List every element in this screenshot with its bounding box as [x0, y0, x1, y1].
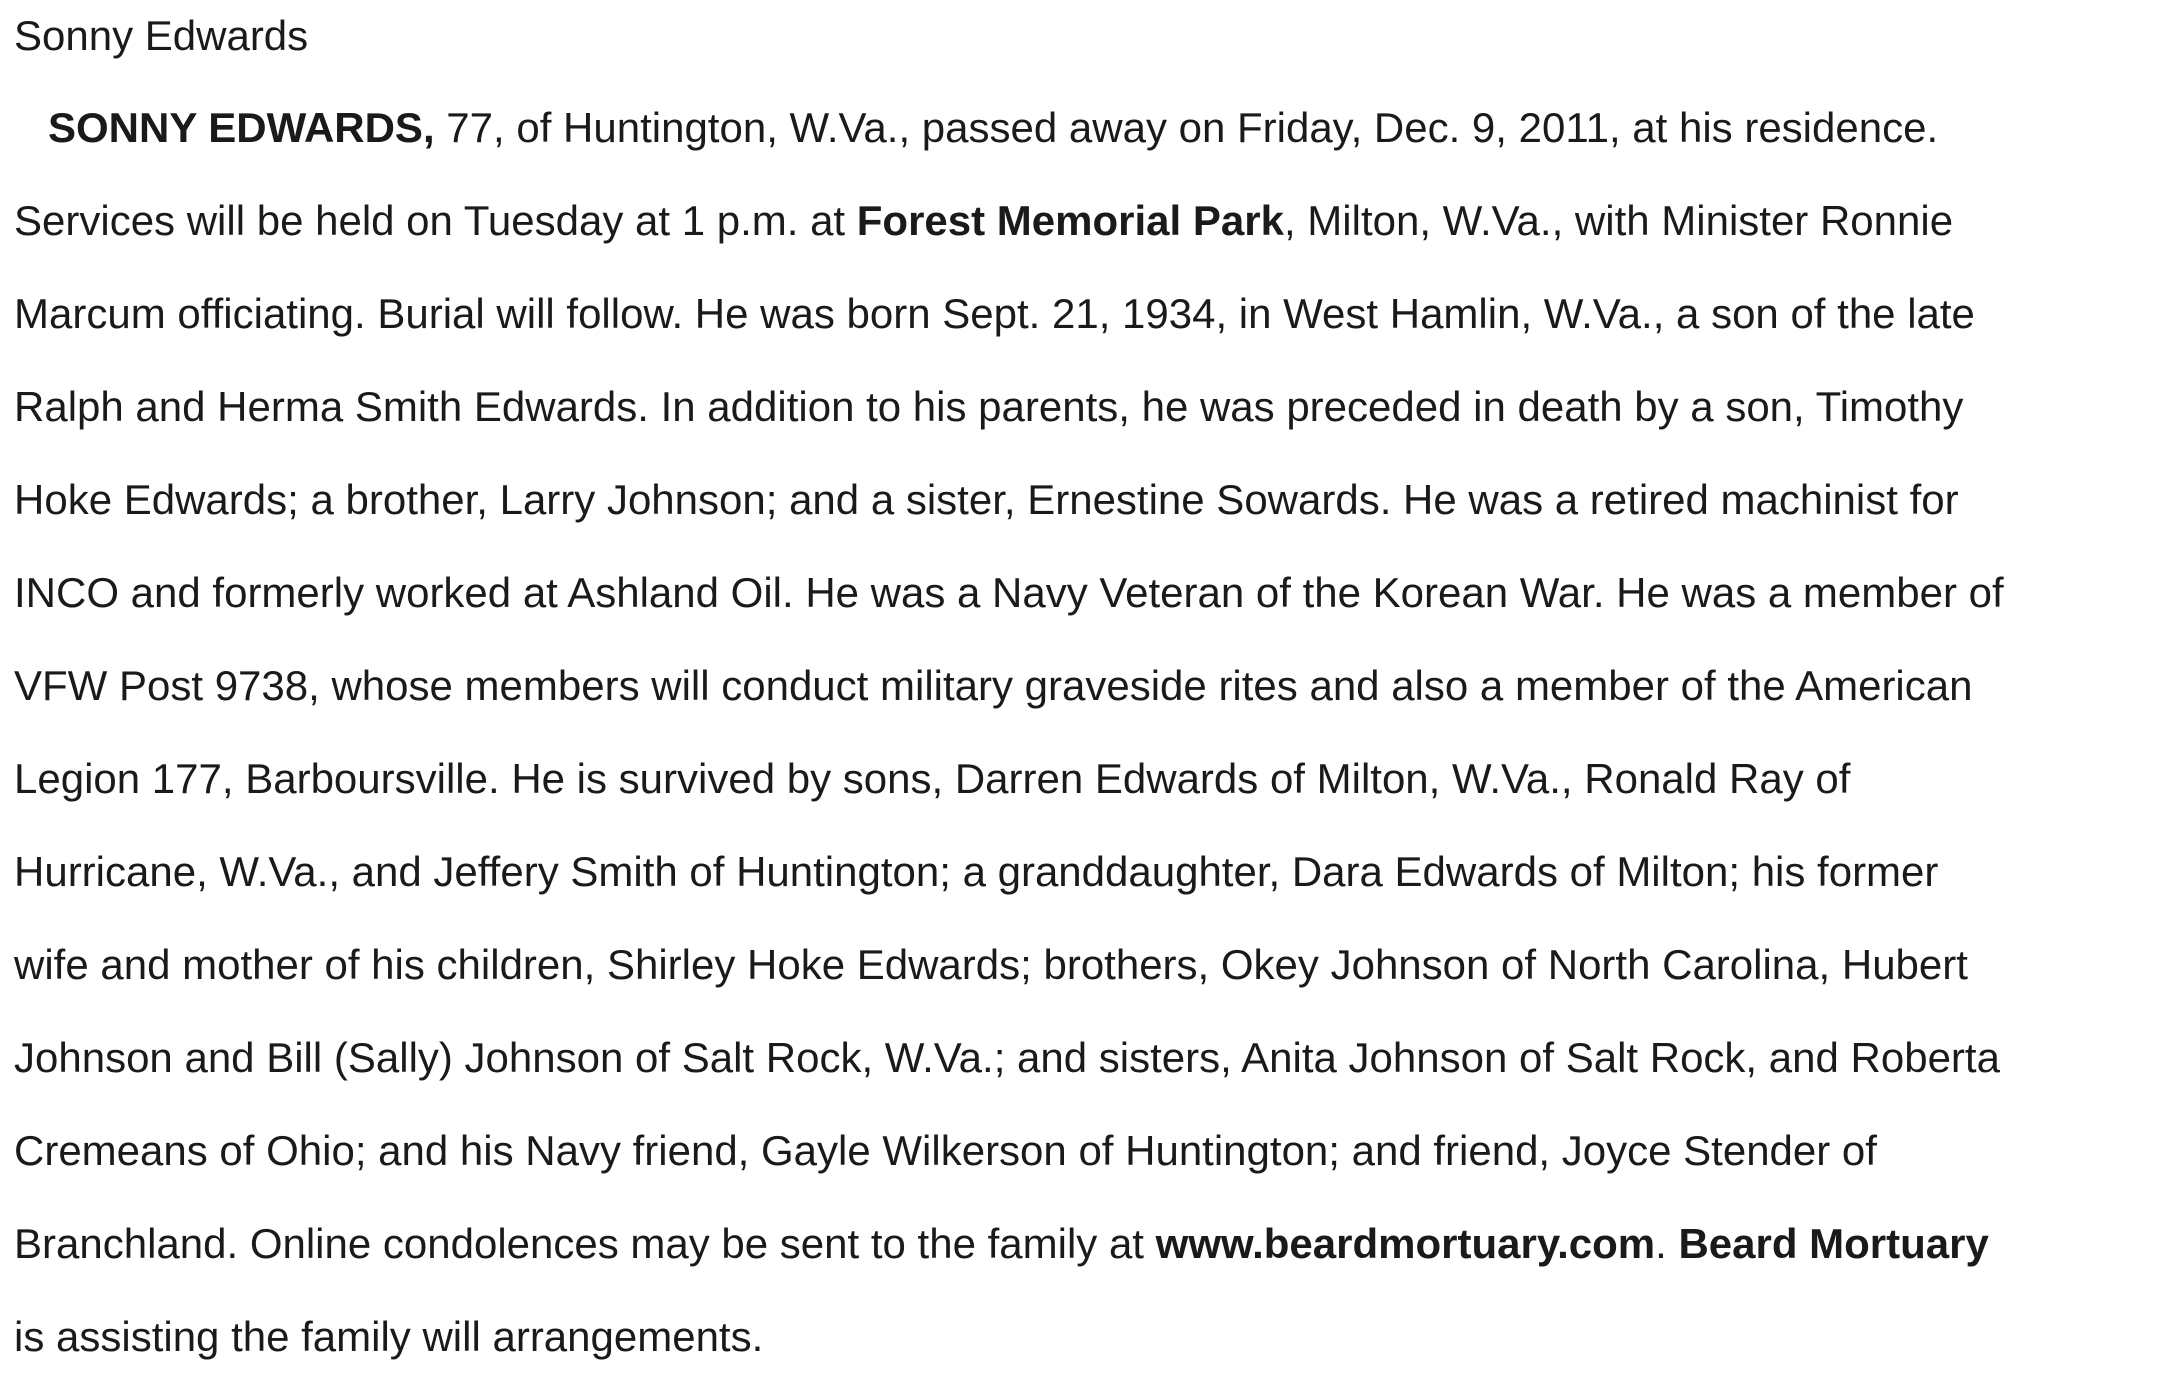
website-link: www.beardmortuary.com [1155, 1220, 1656, 1267]
text-run: . [1655, 1220, 1679, 1267]
text-run: Ralph and Herma Smith Edwards. In addition to his parents, he was preceded in death by a son, Timothy [14, 383, 1964, 430]
text-run: Services will be held on Tuesday at 1 p.m. at [14, 197, 857, 244]
text-run: wife and mother of his children, Shirley Hoke Edwards; brothers, Okey Johnson of North Carolina, Hubert [14, 941, 1968, 988]
text-run: Cremeans of Ohio; and his Navy friend, Gayle Wilkerson of Huntington; and friend, Joyce Stender of [14, 1127, 1877, 1174]
paragraph-line [14, 842, 1938, 902]
paragraph-line [14, 563, 2004, 623]
paragraph-line [14, 1214, 1989, 1274]
text-run: Branchland. Online condolences may be sent to the family at [14, 1220, 1156, 1267]
document-title: Sonny Edwards [14, 12, 309, 59]
funeral-home-name: Beard Mortuary [1678, 1220, 1989, 1267]
text-run: Marcum officiating. Burial will follow. He was born Sept. 21, 1934, in West Hamlin, W.Va., a son of the late [14, 290, 1975, 337]
paragraph-line [14, 284, 1975, 344]
paragraph-line [14, 656, 1972, 716]
paragraph-line [14, 935, 1968, 995]
text-run: Legion 177, Barboursville. He is survived by sons, Darren Edwards of Milton, W.Va., Ronald Ray of [14, 755, 1851, 802]
text-run: 77, of Huntington, W.Va., passed away on Friday, Dec. 9, 2011, at his residence. [434, 104, 1939, 151]
text-run: , Milton, W.Va., with Minister Ronnie [1283, 197, 1954, 244]
paragraph-line [14, 470, 1959, 530]
paragraph-line [14, 377, 1963, 437]
text-run: VFW Post 9738, whose members will conduct military graveside rites and also a member of the American [14, 662, 1973, 709]
text-run: Johnson and Bill (Sally) Johnson of Salt Rock, W.Va.; and sisters, Anita Johnson of Salt Rock, and Roberta [14, 1034, 2000, 1081]
paragraph-line [14, 98, 1938, 158]
paragraph-line [14, 191, 1953, 251]
paragraph-line [14, 749, 1850, 809]
paragraph-line [14, 1028, 2000, 1088]
text-run: Hurricane, W.Va., and Jeffery Smith of Huntington; a granddaughter, Dara Edwards of Milton; his former [14, 848, 1939, 895]
paragraph-line [14, 1307, 763, 1367]
paragraph-line [14, 1121, 1877, 1181]
text-run: Hoke Edwards; a brother, Larry Johnson; and a sister, Ernestine Sowards. He was a retired machinist for [14, 476, 1959, 523]
text-run: INCO and formerly worked at Ashland Oil. He was a Navy Veteran of the Korean War. He was a member of [14, 569, 2004, 616]
deceased-name: SONNY EDWARDS, [48, 104, 435, 151]
text-run: is assisting the family will arrangements. [14, 1313, 764, 1360]
venue-name: Forest Memorial Park [856, 197, 1284, 244]
